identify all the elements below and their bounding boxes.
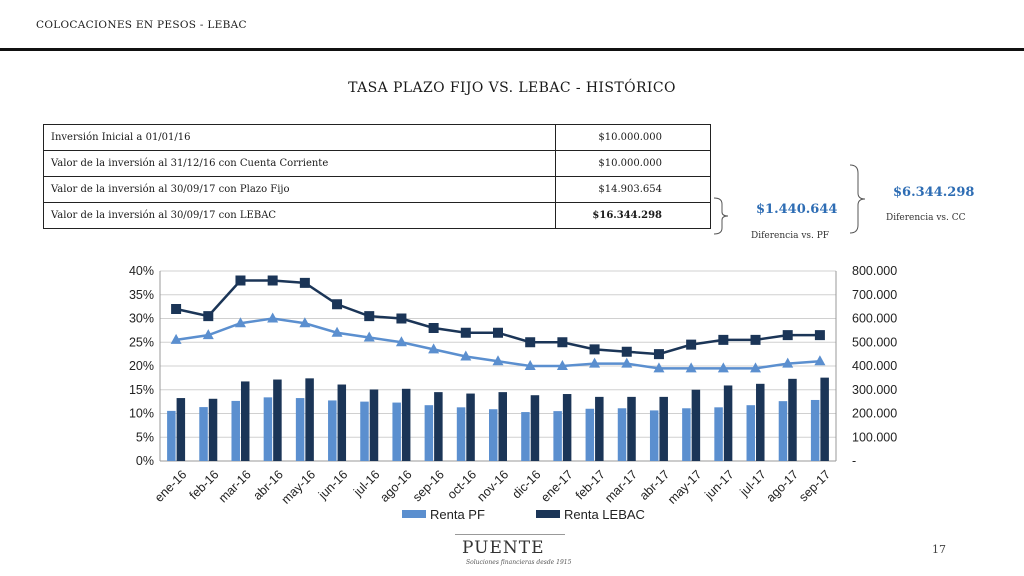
x-tick-label: mar-17 — [602, 467, 641, 506]
y-right-tick-label: 200.000 — [852, 406, 898, 421]
bar-renta-pf — [650, 410, 659, 461]
x-tick-label: abr-16 — [250, 467, 286, 503]
y-right-tick-label: 800.000 — [852, 264, 898, 278]
bar-renta-lebac — [177, 398, 186, 461]
marker-tasa-lebac — [429, 323, 439, 333]
bar-renta-pf — [199, 407, 208, 461]
bar-renta-lebac — [434, 392, 443, 461]
y-right-tick-label: 500.000 — [852, 335, 898, 350]
bar-renta-lebac — [370, 390, 379, 461]
bar-renta-pf — [264, 397, 273, 461]
bar-renta-lebac — [273, 380, 282, 461]
bar-renta-pf — [360, 402, 369, 461]
marker-tasa-lebac — [332, 299, 342, 309]
marker-tasa-lebac — [718, 335, 728, 345]
row-label: Inversión Inicial a 01/01/16 — [44, 125, 556, 151]
marker-tasa-lebac — [203, 311, 213, 321]
marker-tasa-lebac — [171, 304, 181, 314]
bar-renta-lebac — [788, 379, 797, 461]
y-right-tick-label: - — [852, 454, 857, 468]
x-tick-label: ene-16 — [151, 467, 190, 505]
legend-label-renta-lebac: Renta LEBAC — [564, 507, 645, 522]
marker-tasa-lebac — [268, 276, 278, 286]
row-label: Valor de la inversión al 30/09/17 con Plazo Fijo — [44, 177, 556, 203]
x-tick-label: sep-16 — [409, 467, 447, 505]
diff-cc-amount: $6.344.298 — [893, 185, 975, 200]
x-tick-label: jun-17 — [702, 467, 737, 502]
bar-renta-pf — [521, 412, 530, 461]
bar-renta-lebac — [659, 397, 668, 461]
bar-renta-lebac — [820, 378, 829, 461]
bar-renta-pf — [779, 401, 788, 461]
x-tick-label: ene-17 — [538, 467, 576, 505]
y-left-tick-label: 20% — [128, 359, 154, 373]
legend-swatch-renta-lebac — [536, 510, 560, 518]
bar-renta-lebac — [305, 378, 314, 461]
legend-label-renta-pf: Renta PF — [430, 507, 485, 522]
y-right-tick-label: 300.000 — [852, 382, 898, 397]
brand-logo: PUENTE — [462, 538, 545, 558]
bar-renta-lebac — [241, 381, 250, 461]
marker-tasa-lebac — [654, 349, 664, 359]
y-left-tick-label: 10% — [128, 406, 154, 421]
brand-tagline: Soluciones financieras desde 1915 — [466, 559, 572, 566]
row-label: Valor de la inversión al 30/09/17 con LEBAC — [44, 203, 556, 229]
bar-renta-lebac — [402, 389, 411, 461]
y-left-tick-label: 15% — [128, 382, 154, 397]
bar-renta-pf — [392, 403, 401, 461]
bar-renta-lebac — [466, 394, 475, 461]
bar-renta-pf — [618, 408, 627, 461]
x-tick-label: jul-16 — [351, 467, 383, 499]
marker-tasa-lebac — [622, 347, 632, 357]
x-tick-label: jul-17 — [737, 467, 769, 499]
x-tick-label: ago-17 — [763, 467, 802, 505]
bar-renta-pf — [682, 408, 691, 461]
x-tick-label: mar-16 — [215, 467, 254, 506]
x-tick-label: nov-16 — [474, 467, 512, 505]
diff-cc-label: Diferencia vs. CC — [886, 213, 966, 223]
bar-renta-lebac — [499, 392, 508, 461]
bar-renta-lebac — [338, 385, 347, 461]
x-tick-label: feb-16 — [186, 467, 222, 503]
row-label: Valor de la inversión al 31/12/16 con Cuenta Corriente — [44, 151, 556, 177]
legend-swatch-renta-pf — [402, 510, 426, 518]
bar-renta-pf — [553, 411, 562, 461]
row-value: $16.344.298 — [556, 203, 711, 229]
diff-pf-label: Diferencia vs. PF — [751, 231, 830, 241]
section-header: COLOCACIONES EN PESOS - LEBAC — [36, 19, 247, 31]
x-tick-label: jun-16 — [315, 467, 351, 502]
x-tick-label: abr-17 — [636, 467, 673, 503]
marker-tasa-lebac — [300, 278, 310, 288]
bar-renta-pf — [586, 409, 595, 461]
y-right-tick-label: 400.000 — [852, 359, 898, 373]
bar-renta-lebac — [209, 399, 218, 461]
x-tick-label: sep-17 — [796, 467, 834, 505]
marker-tasa-lebac — [235, 276, 245, 286]
x-tick-label: may-16 — [278, 467, 319, 507]
x-tick-label: ago-16 — [377, 467, 415, 505]
marker-tasa-lebac — [815, 330, 825, 340]
marker-tasa-lebac — [493, 328, 503, 338]
marker-tasa-lebac — [396, 314, 406, 324]
row-value: $10.000.000 — [556, 125, 711, 151]
row-value: $14.903.654 — [556, 177, 711, 203]
bar-renta-pf — [231, 401, 240, 461]
y-left-tick-label: 0% — [135, 454, 154, 468]
page-title: TASA PLAZO FIJO VS. LEBAC - HISTÓRICO — [348, 80, 676, 96]
bar-renta-pf — [328, 400, 337, 461]
marker-tasa-lebac — [686, 340, 696, 350]
bar-renta-pf — [457, 407, 466, 461]
row-value: $10.000.000 — [556, 151, 711, 177]
bar-renta-lebac — [563, 394, 572, 461]
y-left-tick-label: 5% — [135, 430, 154, 445]
marker-tasa-lebac — [751, 335, 761, 345]
bar-renta-pf — [296, 398, 305, 461]
bar-renta-pf — [714, 407, 723, 461]
bar-renta-pf — [425, 405, 434, 461]
bar-renta-lebac — [756, 384, 765, 461]
bar-renta-pf — [747, 405, 756, 461]
y-right-tick-label: 600.000 — [852, 311, 898, 326]
logo-rule — [455, 534, 565, 535]
bar-renta-lebac — [627, 397, 636, 461]
marker-tasa-lebac — [364, 311, 374, 321]
marker-tasa-pf — [814, 355, 825, 365]
marker-tasa-lebac — [557, 337, 567, 347]
marker-tasa-lebac — [590, 344, 600, 354]
y-left-tick-label: 25% — [128, 335, 154, 350]
y-right-tick-label: 100.000 — [852, 430, 898, 445]
bar-renta-lebac — [595, 397, 604, 461]
x-tick-label: may-17 — [665, 467, 705, 507]
bar-renta-lebac — [531, 395, 540, 461]
marker-tasa-pf — [267, 313, 278, 323]
x-tick-label: dic-16 — [509, 467, 544, 502]
y-left-tick-label: 30% — [128, 311, 154, 326]
bar-renta-pf — [811, 400, 820, 461]
y-left-tick-label: 40% — [128, 264, 154, 278]
marker-tasa-lebac — [461, 328, 471, 338]
bar-renta-pf — [489, 409, 498, 461]
page-number: 17 — [932, 543, 946, 556]
x-tick-label: feb-17 — [572, 467, 608, 503]
x-tick-label: oct-16 — [444, 467, 480, 502]
diff-pf-amount: $1.440.644 — [756, 202, 838, 217]
bar-renta-lebac — [692, 390, 701, 461]
bar-renta-lebac — [724, 385, 733, 461]
y-right-tick-label: 700.000 — [852, 287, 898, 302]
marker-tasa-lebac — [783, 330, 793, 340]
bar-renta-pf — [167, 411, 176, 461]
marker-tasa-lebac — [525, 337, 535, 347]
y-left-tick-label: 35% — [128, 287, 154, 302]
